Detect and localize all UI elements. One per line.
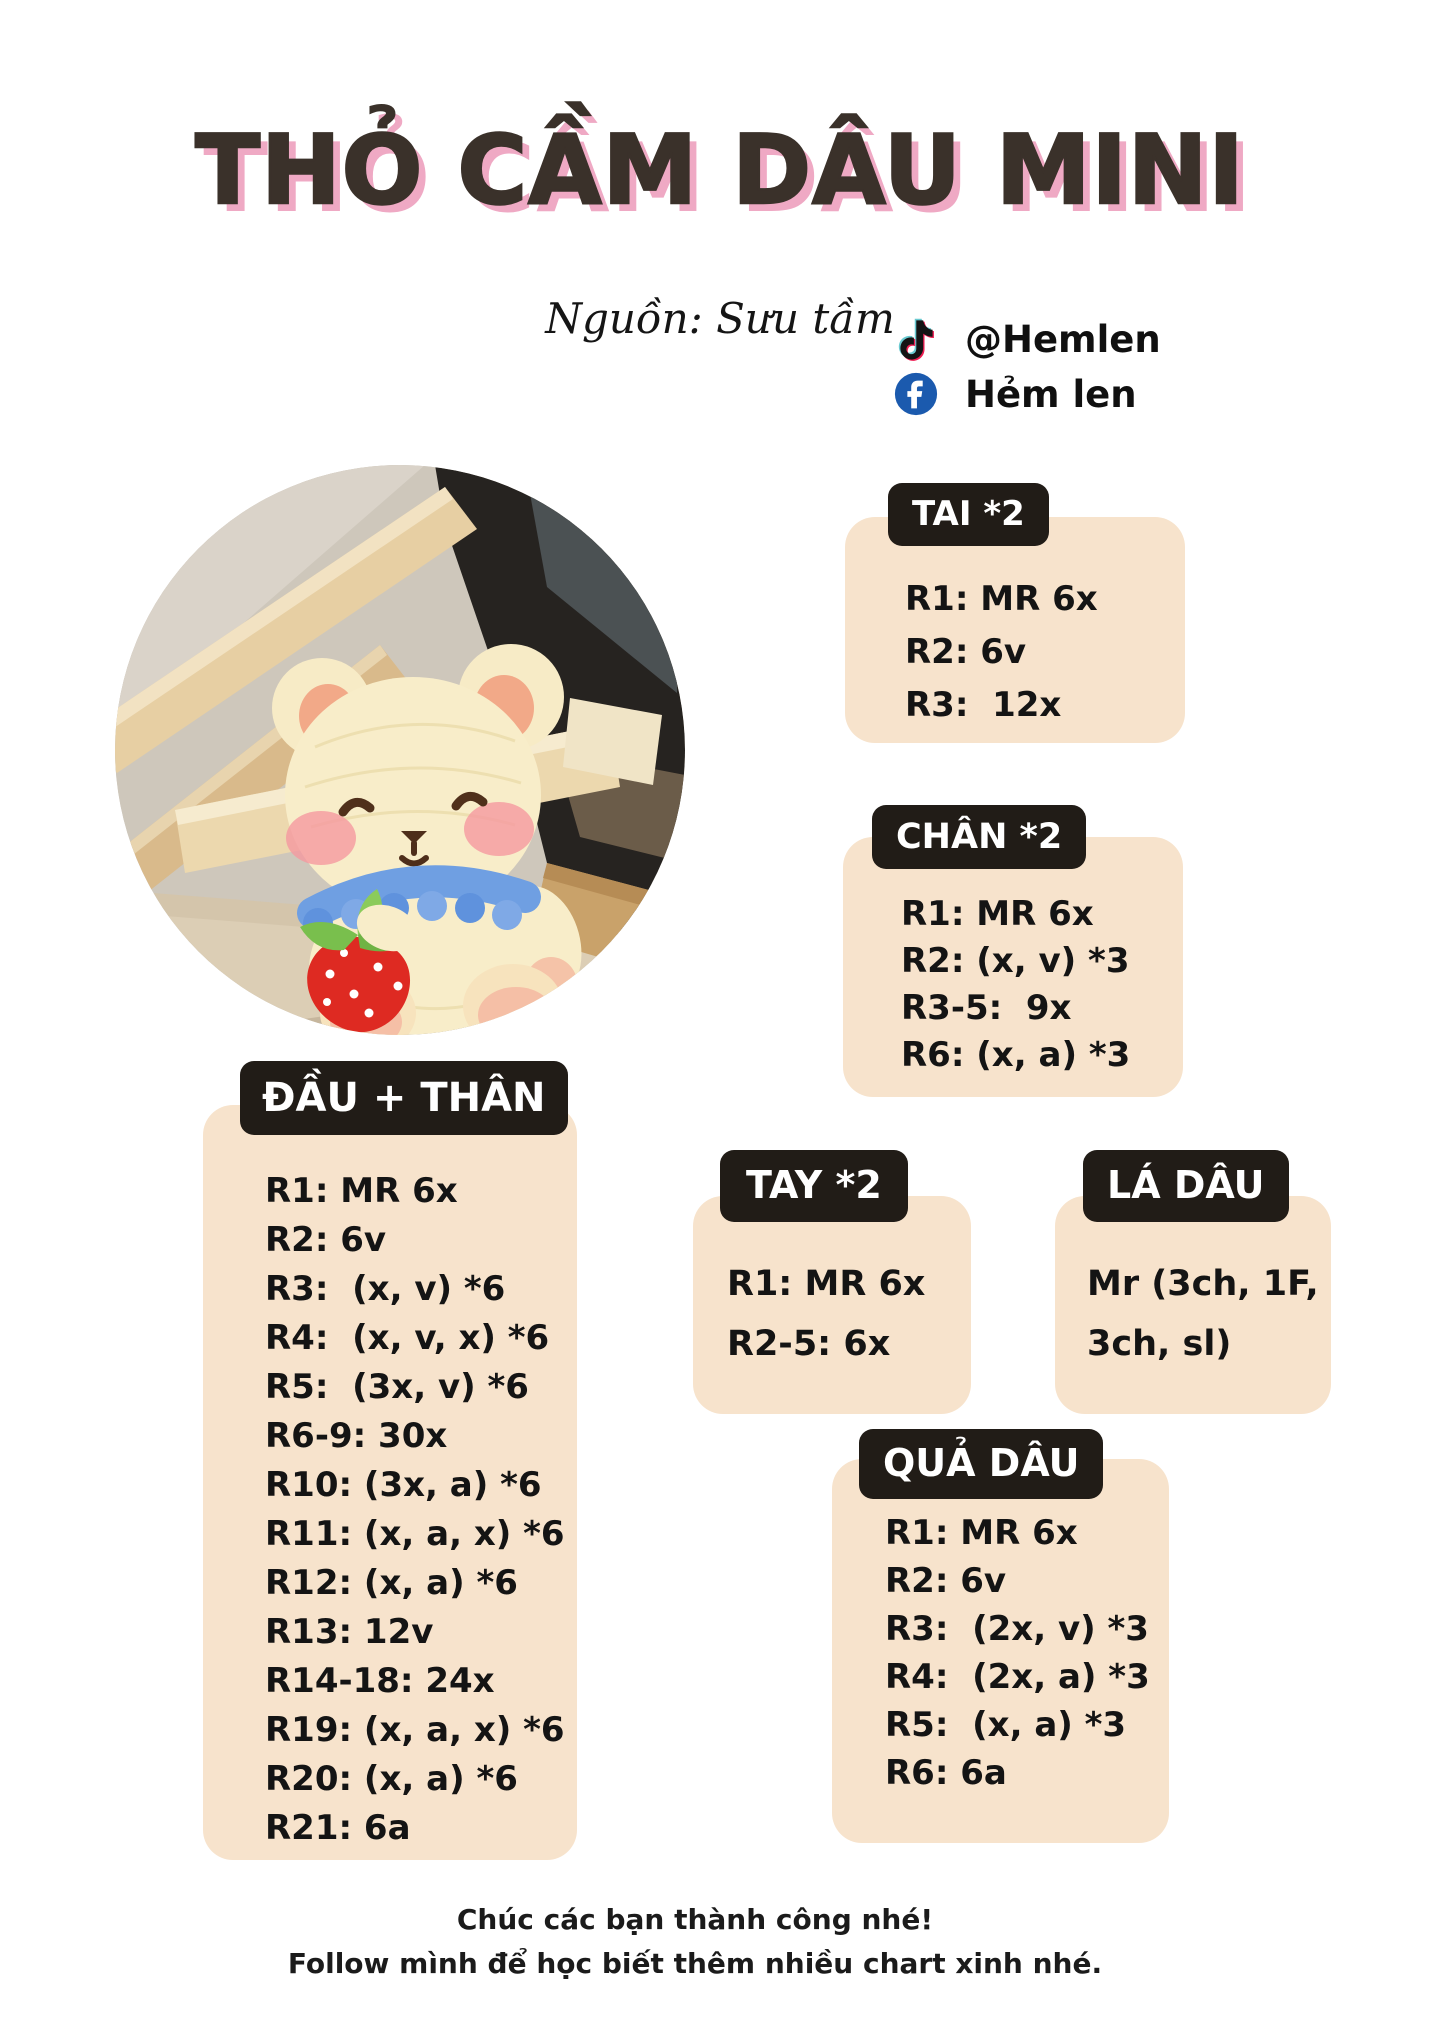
section-label-tai: TAI *2 [888, 483, 1049, 546]
section-card-chan [843, 817, 1183, 1097]
pattern-row: R3: (x, v) *6 [265, 1269, 506, 1309]
section-rows-tai [845, 517, 1185, 732]
pattern-row: R2: 6v [265, 1220, 387, 1260]
pattern-row: R4: (2x, a) *3 [885, 1657, 1150, 1697]
section-card-tai [845, 494, 1185, 743]
facebook-handle: Hẻm len [965, 372, 1137, 416]
pattern-row: R12: (x, a) *6 [265, 1563, 518, 1603]
footer-line-2: Follow mình để học biết thêm nhiều chart xinh nhé. [287, 1947, 1103, 1980]
pattern-row: R3: 12x [905, 685, 1062, 725]
pattern-row: R2-5: 6x [727, 1324, 891, 1364]
pattern-row: R20: (x, a) *6 [265, 1759, 518, 1799]
pattern-row: R1: MR 6x [905, 579, 1098, 619]
pattern-row: R3: (2x, v) *3 [885, 1609, 1149, 1649]
social-links [893, 316, 1161, 417]
bear-illustration [115, 465, 685, 1035]
pattern-row: R3-5: 9x [901, 988, 1072, 1028]
section-card-qua-dau [832, 1441, 1169, 1843]
pattern-row: R6: (x, a) *3 [901, 1035, 1131, 1075]
pattern-row: R1: MR 6x [901, 894, 1094, 934]
section-label-dau-than: ĐẦU + THÂN [240, 1061, 568, 1135]
section-rows-chan [843, 837, 1183, 1079]
facebook-row [893, 371, 1161, 417]
facebook-icon [893, 371, 939, 417]
section-rows-tay [693, 1196, 971, 1374]
pattern-row: R5: (x, a) *3 [885, 1705, 1127, 1745]
section-label-tay: TAY *2 [720, 1150, 908, 1222]
tiktok-handle: @Hemlen [965, 317, 1161, 361]
section-rows-dau-than [203, 1105, 577, 1853]
pattern-row: R1: MR 6x [727, 1264, 926, 1304]
section-rows-la-dau [1055, 1196, 1331, 1374]
section-card-dau-than [203, 1075, 577, 1860]
pattern-row: R19: (x, a, x) *6 [265, 1710, 565, 1750]
pattern-row: R6: 6a [885, 1753, 1007, 1793]
pattern-row: R2: (x, v) *3 [901, 941, 1130, 981]
pattern-row: R1: MR 6x [265, 1171, 458, 1211]
pattern-row: R6-9: 30x [265, 1416, 448, 1456]
pattern-row: R5: (3x, v) *6 [265, 1367, 529, 1407]
section-label-la-dau: LÁ DÂU [1083, 1150, 1289, 1222]
section-label-chan: CHÂN *2 [872, 805, 1086, 869]
footer-line-1: Chúc các bạn thành công nhé! [456, 1903, 934, 1936]
pattern-row: R1: MR 6x [885, 1513, 1078, 1553]
section-card-la-dau [1055, 1163, 1331, 1414]
pattern-row: R10: (3x, a) *6 [265, 1465, 542, 1505]
tiktok-icon [893, 316, 939, 362]
pattern-row: R21: 6a [265, 1808, 411, 1848]
source-subtitle: Nguồn: Sưu tầm [545, 294, 895, 343]
section-rows-qua-dau [832, 1459, 1169, 1797]
bear-photo [115, 465, 685, 1035]
section-card-tay [693, 1163, 971, 1414]
pattern-row: R14-18: 24x [265, 1661, 495, 1701]
pattern-row: R2: 6v [905, 632, 1027, 672]
tiktok-row [893, 316, 1161, 362]
pattern-row: R4: (x, v, x) *6 [265, 1318, 550, 1358]
pattern-row: R13: 12v [265, 1612, 434, 1652]
pattern-row: R2: 6v [885, 1561, 1007, 1601]
pattern-row: Mr (3ch, 1F, [1087, 1264, 1319, 1304]
section-label-qua-dau: QUẢ DÂU [859, 1429, 1103, 1499]
pattern-row: 3ch, sl) [1087, 1324, 1232, 1364]
page-title: THỎ CẦM DÂU MINI [195, 116, 1245, 226]
pattern-row: R11: (x, a, x) *6 [265, 1514, 565, 1554]
footer [0, 1903, 1390, 1980]
